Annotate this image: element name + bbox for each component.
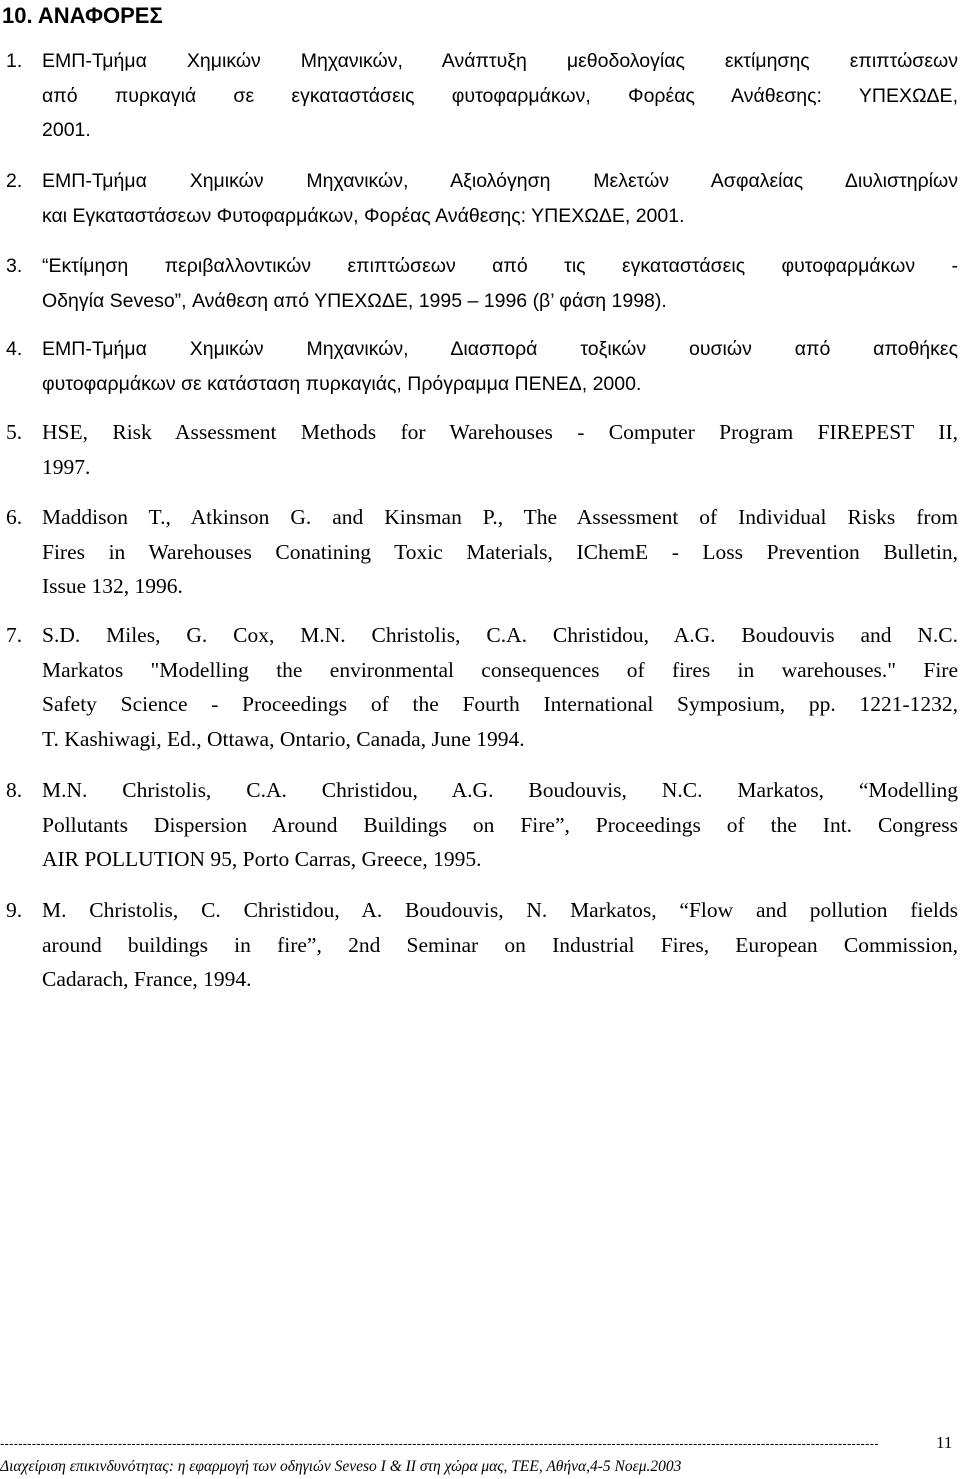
reference-line: Issue 132, 1996. (42, 574, 183, 598)
reference-line: και Εγκαταστάσεων Φυτοφαρμάκων, Φορέας Ανάθεσης: ΥΠΕΧΩΔΕ, 2001. (42, 204, 685, 227)
reference-text (42, 893, 958, 997)
section-heading: 10. ΑΝΑΦΟΡΕΣ (2, 3, 163, 28)
reference-number: 8. (6, 778, 23, 802)
reference-text (42, 500, 958, 604)
reference-line: Οδηγία Seveso”, Ανάθεση από ΥΠΕΧΩΔΕ, 1995 – 1996 (β’ φάση 1998). (42, 289, 667, 312)
footer-divider: -------------------------------------------------------------------------------------------------------------------------------------------------------------------------------------------------- (0, 1437, 879, 1450)
reference-text (42, 164, 958, 233)
reference-line: HSE, Risk Assessment Methods for Warehouses - Computer Program FIREPEST II, (42, 420, 958, 444)
reference-line: ΕΜΠ-Τμήμα Χημικών Μηχανικών, Ανάπτυξη μεθοδολογίας εκτίμησης επιπτώσεων (42, 50, 958, 72)
reference-line: Fires in Warehouses Conatining Toxic Materials, IChemE - Loss Prevention Bulletin, (42, 539, 958, 564)
reference-text (42, 332, 958, 401)
reference-number: 1. (6, 50, 23, 72)
reference-number: 3. (6, 255, 23, 277)
reference-line: 1997. (42, 454, 91, 479)
reference-line: ΕΜΠ-Τμήμα Χημικών Μηχανικών, Αξιολόγηση Μελετών Ασφαλείας Διυλιστηρίων (42, 170, 958, 192)
reference-text (42, 773, 958, 877)
reference-line: ΕΜΠ-Τμήμα Χημικών Μηχανικών, Διασπορά τοξικών ουσιών από αποθήκες (42, 338, 958, 360)
reference-line: Markatos "Modelling the environmental consequences of fires in warehouses." Fire (42, 657, 958, 682)
reference-line: Cadarach, France, 1994. (42, 967, 252, 991)
reference-number: 5. (6, 420, 23, 444)
reference-line: AIR POLLUTION 95, Porto Carras, Greece, 1995. (42, 847, 482, 871)
reference-line: T. Kashiwagi, Ed., Ottawa, Ontario, Canada, June 1994. (42, 726, 525, 751)
reference-line: Maddison T., Atkinson G. and Kinsman P., The Assessment of Individual Risks from (42, 505, 958, 529)
reference-number: 9. (6, 898, 23, 922)
reference-line: M. Christolis, C. Christidou, A. Boudouvis, N. Markatos, “Flow and pollution fields (42, 898, 958, 922)
reference-text (42, 415, 958, 484)
page-number: 11 (936, 1433, 953, 1452)
reference-number: 7. (6, 623, 23, 647)
reference-text (42, 618, 958, 756)
reference-line: Pollutants Dispersion Around Buildings on Fire”, Proceedings of the Int. Congress (42, 812, 958, 837)
reference-line: “Εκτίμηση περιβαλλοντικών επιπτώσεων από τις εγκαταστάσεις φυτοφαρμάκων - (42, 255, 958, 277)
reference-line: Safety Science - Proceedings of the Fourth International Symposium, pp. 1221-1232, (42, 692, 958, 716)
reference-number: 6. (6, 505, 23, 529)
reference-line: από πυρκαγιά σε εγκαταστάσεις φυτοφαρμάκων, Φορέας Ανάθεσης: ΥΠΕΧΩΔΕ, (42, 84, 958, 107)
reference-line: 2001. (42, 119, 91, 141)
footer-citation: Διαχείριση επικινδυνότητας: η εφαρμογή των οδηγιών Seveso I & II στη χώρα μας, ΤΕΕ, Αθήνα,4-5 Νοεμ.2003 (0, 1458, 682, 1475)
reference-line: φυτοφαρμάκων σε κατάσταση πυρκαγιάς, Πρόγραμμα ΠΕΝΕΔ, 2000. (42, 372, 642, 395)
reference-text (42, 249, 958, 318)
reference-number: 4. (6, 338, 23, 360)
reference-text (42, 44, 958, 148)
reference-line: around buildings in fire”, 2nd Seminar on Industrial Fires, European Commission, (42, 932, 958, 957)
reference-line: S.D. Miles, G. Cox, M.N. Christolis, C.A. Christidou, A.G. Boudouvis and N.C. (42, 623, 958, 647)
reference-number: 2. (6, 170, 23, 192)
reference-line: M.N. Christolis, C.A. Christidou, A.G. Boudouvis, N.C. Markatos, “Modelling (42, 778, 958, 802)
